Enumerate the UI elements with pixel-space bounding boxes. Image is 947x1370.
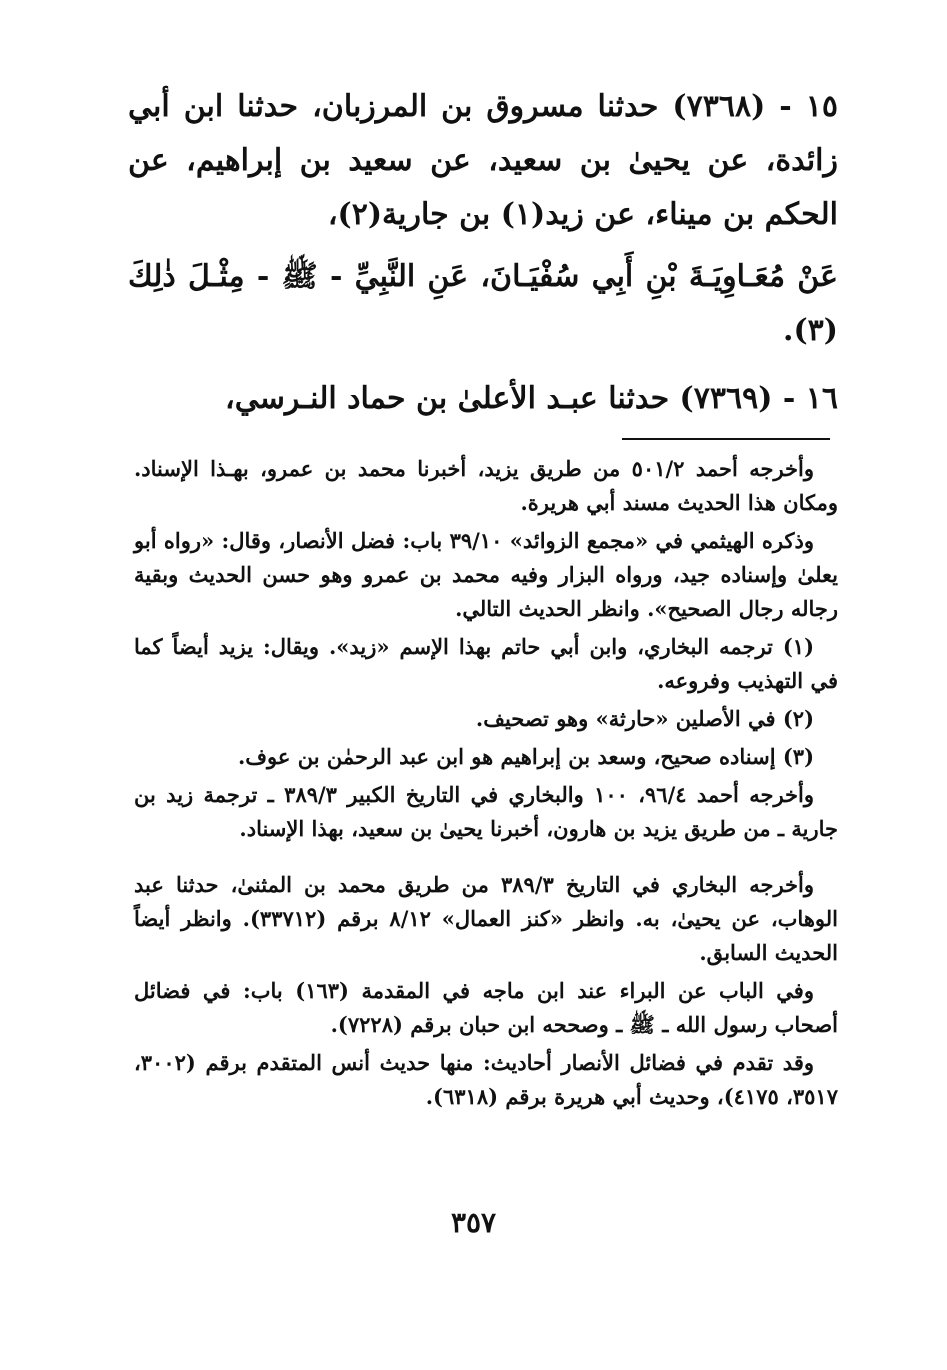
footnote-paragraph: وفي الباب عن البراء عند ابن ماجه في المقدمة (١٦٣) باب: في فضائل أصحاب رسول الله ـ ﷺ ـ وصححه ابن حبان برقم (٧٢٢٨). bbox=[134, 978, 838, 1037]
footnote-paragraph: وقد تقدم في فضائل الأنصار أحاديث: منها حديث أنس المتقدم برقم (٣٠٠٢، ٣٥١٧، ٤١٧٥)، وحديث أبي هريرة برقم (٦٣١٨). bbox=[134, 1050, 838, 1109]
footnote-3: (٣) إسناده صحيح، وسعد بن إبراهيم هو ابن عبد الرحمٰن بن عوف. bbox=[237, 744, 814, 769]
main-text bbox=[128, 80, 838, 426]
hadith-matn: عَنْ مُعَـاوِيَـةَ بْنِ أَبِي سُفْيَـانَ، عَنِ النَّبِيِّ - ﷺ - مِثْـلَ ذٰلِكَ (٣). bbox=[128, 259, 838, 348]
footnote-1: (١) ترجمه البخاري، وابن أبي حاتم بهذا الإسم «زيد». ويقال: يزيد أيضاً كما في التهذيب وفروعه. bbox=[134, 634, 838, 693]
page-number: ٣٥٧ bbox=[450, 1206, 497, 1239]
footnote-separator bbox=[622, 438, 830, 440]
footnote-2: (٢) في الأصلين «حارثة» وهو تصحيف. bbox=[475, 706, 814, 731]
footnote-paragraph: وأخرجه البخاري في التاريخ ٣٨٩/٣ من طريق محمد بن المثنىٰ، حدثنا عبد الوهاب، عن يحيىٰ، به. وانظر «كنز العمال» ٨/١٢ برقم (٣٣٧١٢). وانظر أيضاً الحديث السابق. bbox=[134, 872, 838, 965]
hadith-entry-15: ١٥ - (٧٣٦٨) حدثنا مسروق بن المرزبان، حدثنا ابن أبي زائدة، عن يحيىٰ بن سعيد، عن سعيد بن إبراهيم، عن الحكم بن ميناء، عن زيد(١) بن جارية(٢)، bbox=[128, 89, 838, 232]
footnote-paragraph: وأخرجه أحمد ٩٦/٤، ١٠٠ والبخاري في التاريخ الكبير ٣٨٩/٣ ـ ترجمة زيد بن جارية ـ من طريق يزيد بن هارون، أخبرنا يحيىٰ بن سعيد، بهذا الإسناد. bbox=[134, 782, 838, 841]
footnotes bbox=[134, 452, 838, 1118]
hadith-entry-16: ١٦ - (٧٣٦٩) حدثنا عبـد الأعلىٰ بن حماد النـرسي، bbox=[225, 381, 838, 416]
footnote-paragraph: وذكره الهيثمي في «مجمع الزوائد» ٣٩/١٠ باب: فضل الأنصار، وقال: «رواه أبو يعلىٰ وإسناده جيد، ورواه البزار وفيه محمد بن عمرو وهو حسن الحديث وبقية رجاله رجال الصحيح». وانظر الحديث التالي. bbox=[134, 528, 838, 621]
footnote-paragraph: وأخرجه أحمد ٥٠١/٢ من طريق يزيد، أخبرنا محمد بن عمرو، بهـذا الإسناد. ومكان هذا الحديث مسند أبي هريرة. bbox=[134, 456, 838, 515]
